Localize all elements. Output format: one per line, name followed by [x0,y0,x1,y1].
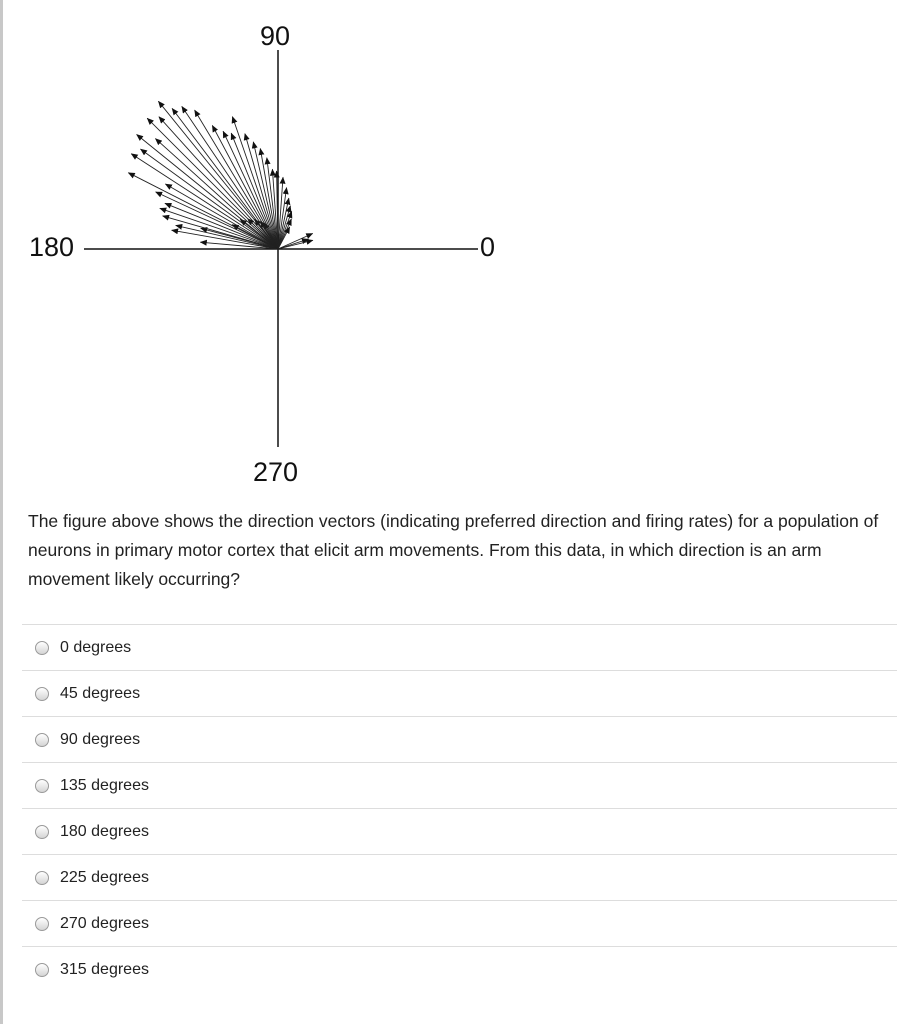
answer-choice[interactable] [22,854,897,900]
radio-button[interactable] [35,917,49,931]
direction-vector-arrow [156,192,278,249]
choice-label: 315 degrees [60,960,149,978]
radio-button[interactable] [35,641,49,655]
axis-label-90: 90 [260,21,291,51]
axis-label-270: 270 [253,457,299,487]
vector-plot [0,0,560,500]
vector-group [128,101,313,249]
radio-button[interactable] [35,871,49,885]
radio-button[interactable] [35,779,49,793]
radio-button[interactable] [35,687,49,701]
answer-choice[interactable] [22,900,897,946]
direction-vector-figure [0,0,560,500]
radio-button[interactable] [35,733,49,747]
radio-button[interactable] [35,963,49,977]
direction-vector-arrow [182,106,278,249]
choice-label: 0 degrees [60,638,132,656]
choice-label: 225 degrees [60,868,149,886]
question-text: The figure above shows the direction vectors (indicating preferred direction and firing rates) for a population of neurons in primary motor cortex that elicit arm movements. From this data, in which direction is an arm movement likely occurring? [28,511,879,589]
answer-choice[interactable] [22,716,897,762]
answer-choices [22,624,897,992]
answer-choice[interactable] [22,670,897,716]
choice-label: 135 degrees [60,776,149,794]
radio-button[interactable] [35,825,49,839]
answer-choice[interactable] [22,808,897,854]
direction-vector-arrow [137,135,278,250]
direction-vector-arrow [245,134,278,249]
choice-label: 90 degrees [60,730,141,748]
choice-label: 45 degrees [60,684,141,702]
direction-vector-arrow [147,118,278,249]
choice-label: 180 degrees [60,822,149,840]
axis-label-180: 180 [29,232,75,262]
answer-choice[interactable] [22,946,897,992]
answer-choice[interactable] [22,624,897,670]
answer-choice[interactable] [22,762,897,808]
axis-label-0: 0 [480,232,496,262]
choice-label: 270 degrees [60,914,149,932]
